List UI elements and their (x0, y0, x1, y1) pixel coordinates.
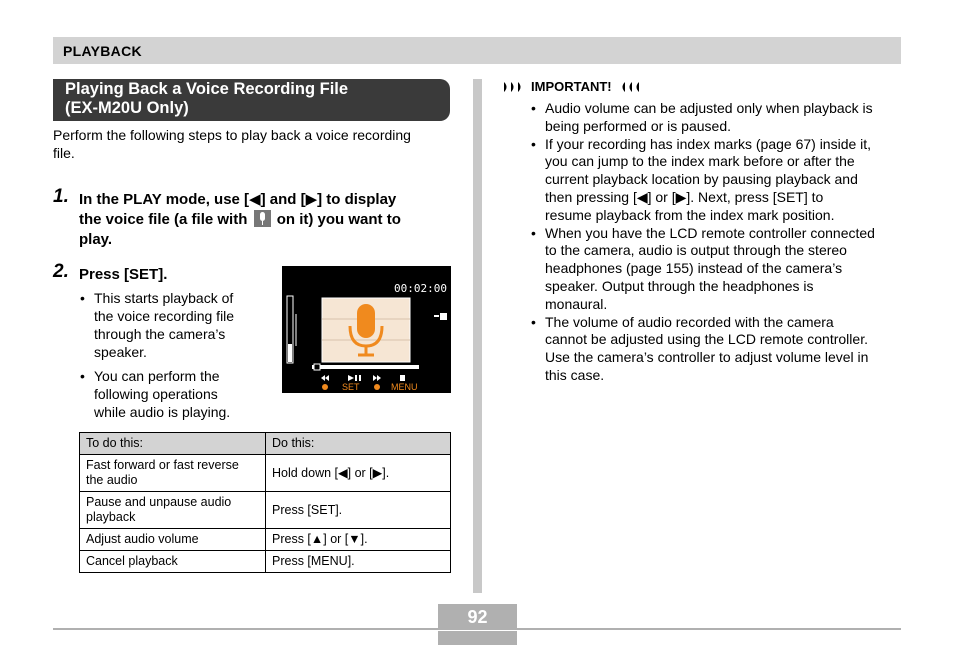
playback-time: 00:02:00 (394, 282, 447, 295)
bullet-line: speaker. (94, 344, 147, 360)
table-cell-action (80, 455, 266, 492)
bullet-line: • When you have the LCD remote controller connected (545, 224, 875, 241)
page-title (53, 79, 450, 121)
rewind-icon-b (325, 375, 329, 381)
stop-icon (400, 375, 405, 381)
microphone-icon (254, 210, 271, 227)
bullet-line: • This starts playback of (94, 290, 234, 306)
menu-label: MENU (391, 382, 418, 392)
step-1-line-1: In the PLAY mode, use [◀] and [▶] to display (79, 191, 397, 208)
important-bullet (531, 100, 903, 136)
cell-line: Cancel playback (86, 554, 178, 568)
intro-line-2: file. (53, 145, 75, 161)
bullet-line: you can jump to the index mark before or after the (545, 153, 855, 170)
cell-line: Pause and unpause audio (86, 495, 232, 509)
table-row (80, 551, 451, 573)
title-line-1: Playing Back a Voice Recording File (65, 80, 349, 98)
bullet-line: monaural. (545, 295, 608, 312)
playback-progress-track (312, 365, 419, 369)
step-1-line-2 (79, 210, 401, 230)
playback-progress-handle (314, 364, 320, 370)
operations-table (79, 432, 451, 573)
important-bullets (531, 100, 903, 385)
step-2-bullet (80, 289, 270, 361)
table-row (80, 455, 451, 492)
playback-controls (321, 375, 405, 381)
bullet-line: current playback location by pausing playback and (545, 171, 858, 188)
bullet-line: to the camera, audio is output through the stereo (545, 242, 847, 259)
important-bullet (531, 314, 903, 385)
intro-paragraph (53, 126, 453, 162)
step-1-number: 1. (53, 186, 69, 207)
bullet-line: speaker. Output through the headphones is (545, 277, 814, 294)
fast-forward-icon (373, 375, 377, 381)
table-cell-how: Hold down [◀] or [▶]. (266, 455, 451, 492)
bullet-line: through the camera’s (94, 326, 226, 342)
step-2-bullets (80, 289, 270, 421)
bullet-line: while audio is playing. (94, 404, 231, 420)
camera-screen-illustration (282, 266, 451, 393)
important-left-icon (503, 81, 525, 93)
important-bullet (531, 225, 903, 314)
table-cell-how: Press [▲] or [▼]. (266, 529, 451, 551)
table-cell-action (80, 529, 266, 551)
page-number-tab (438, 631, 517, 645)
cell-line: Fast forward or fast reverse (86, 458, 239, 472)
cell-line: playback (86, 510, 136, 524)
right-button-icon (374, 384, 380, 390)
bullet-line: this case. (545, 366, 605, 383)
table-header-cell: Do this: (266, 433, 451, 455)
bullet-line: the voice recording file (94, 308, 235, 324)
step-2-bullet (80, 367, 270, 421)
camera-screen-svg (282, 266, 451, 393)
bullet-line: • If your recording has index marks (page 67) inside it, (545, 135, 872, 152)
title-line-2: (EX-M20U Only) (65, 99, 189, 117)
cell-line: Adjust audio volume (86, 532, 199, 546)
intro-line-1: Perform the following steps to play back a voice recording (53, 127, 411, 143)
fast-forward-icon-b (377, 375, 381, 381)
column-divider (473, 79, 482, 593)
bullet-line: headphones (page 155) instead of the camera’s (545, 260, 843, 277)
important-label: IMPORTANT! (531, 79, 612, 94)
bullet-line: • Audio volume can be adjusted only when playback is (545, 100, 873, 116)
important-bullet (531, 136, 903, 225)
pause-icon-a (355, 375, 357, 381)
table-cell-how: Press [MENU]. (266, 551, 451, 573)
page-number: 92 (438, 604, 517, 630)
table-row (80, 492, 451, 529)
bullet-line: cannot be adjusted using the LCD remote controller. (545, 331, 868, 348)
section-label: PLAYBACK (63, 43, 142, 59)
table-cell-how: Press [SET]. (266, 492, 451, 529)
important-heading (503, 79, 640, 94)
bullet-line: • The volume of audio recorded with the camera (545, 313, 834, 330)
step-1-line-3: play. (79, 231, 113, 248)
table-header-row (80, 433, 451, 455)
play-icon (348, 375, 354, 381)
bullet-line: following operations (94, 386, 218, 402)
set-label: SET (342, 382, 360, 392)
left-button-icon (322, 384, 328, 390)
bullet-line: resume playback from the index mark position. (545, 206, 835, 223)
step-2-number: 2. (53, 261, 69, 282)
rewind-icon (321, 375, 325, 381)
volume-level (288, 344, 292, 362)
index-mark-icon (434, 313, 447, 320)
important-right-icon (618, 81, 640, 93)
table-header-cell: To do this: (80, 433, 266, 455)
section-header-bar (53, 37, 901, 64)
bullet-line: • You can perform the (94, 368, 220, 384)
pause-icon-b (359, 375, 361, 381)
bullet-line: Use the camera’s controller to adjust volume level in (545, 349, 869, 366)
table-cell-action (80, 551, 266, 573)
step-1-line-2-post: on it) you want to (276, 211, 401, 228)
table-row (80, 529, 451, 551)
table-cell-action (80, 492, 266, 529)
cell-line: the audio (86, 473, 138, 487)
step-1-line-2-pre: the voice file (a file with (79, 211, 248, 228)
bullet-line: then pressing [◀] or [▶]. Next, press [SET] to (545, 188, 824, 205)
step-2-text: Press [SET]. (79, 266, 168, 283)
bullet-line: being performed or is paused. (545, 117, 731, 134)
